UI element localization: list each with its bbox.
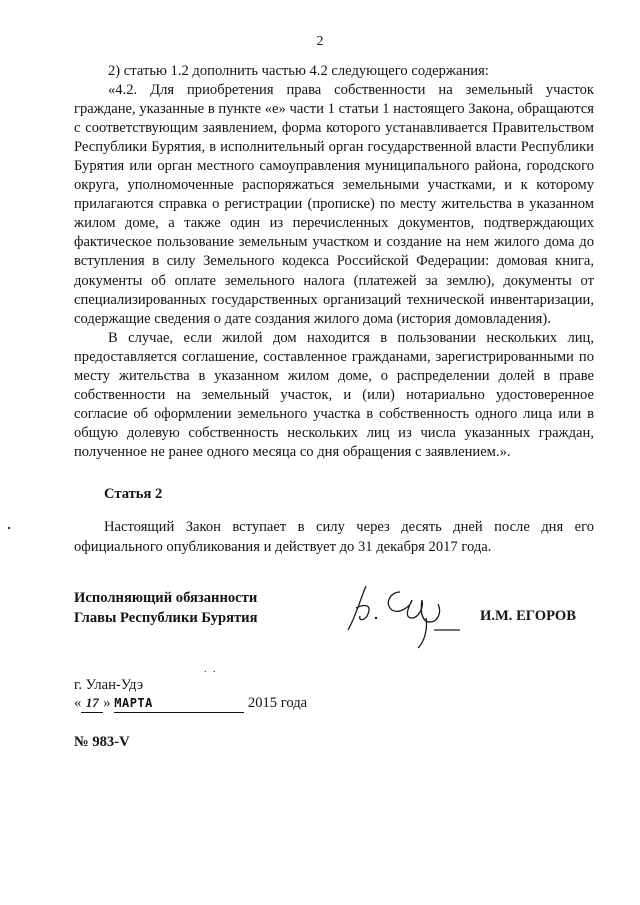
place-of-signing: г. Улан-Удэ (74, 677, 144, 693)
scan-speck (8, 527, 10, 529)
amendment-intro: 2) статью 1.2 дополнить частью 4.2 следующего содержания: (108, 63, 489, 79)
article-2-heading: Статья 2 (104, 486, 163, 502)
amendment-body (74, 62, 594, 462)
article-2-text: Настоящий Закон вступает в силу через десять дней после дня его официального опубликования и действует до 31 декабря 2017 года. (74, 519, 594, 555)
quote-open: « (74, 695, 82, 711)
amendment-clause-4-2: «4.2. Для приобретения права собственности на земельный участок граждане, указанные в пункте «е» части 1 статьи 1 настоящего Закона, обращаются с соответствующим заявлением, форма которого устанавливается Правительством Республики Бурятия, в исполнительный орган государственной власти Республики Бурятия или орган местного самоуправления муниципального района, городского округа, уполномоченные распоряжаться земельными участками, и к которому прилагаются справка о регистрации (прописке) по месту жительства в указанном жилом доме, а также один из перечисленных документов, подтверждающих фактическое пользование земельным участком и создание на нем жилого дома до вступления в силу Земельного кодекса Российской Федерации: домовая книга, документы об оплате земельного налога (платежей за землю), документы от специализированных государственных организаций технической инвентаризации, содержащие сведения о дате создания жилого дома (история домовладения). (74, 82, 594, 327)
signatory-title-line2: Главы Республики Бурятия (74, 610, 258, 626)
page-number: 2 (316, 34, 324, 49)
quote-close: » (103, 695, 111, 711)
date-year: 2015 года (247, 695, 308, 711)
signatory-title-line1: Исполняющий обязанности (74, 590, 258, 606)
document-number: № 983-V (74, 734, 130, 750)
signatory-name: И.М. ЕГОРОВ (480, 608, 576, 624)
handwritten-signature (338, 578, 488, 650)
signing-date (74, 695, 307, 713)
date-day: 17 (85, 695, 99, 710)
scan-dots: . . (204, 664, 218, 675)
date-month-stamp: МАРТА (114, 696, 153, 710)
amendment-clause-multiple-persons: В случае, если жилой дом находится в пользовании нескольких лиц, предоставляется соглашение, составленное гражданами, зарегистрированными по месту жительства в указанном жилом доме, о распределении долей в праве собственности на земельный участок, и (или) нотариально удостоверенное согласие об оформлении земельного участка в собственность одного лица или в общую долевую собственность нескольких лиц из числа указанных граждан, полученное не ранее одного месяца со дня обращения с заявлением.». (74, 329, 594, 460)
signatory-title (74, 588, 257, 628)
